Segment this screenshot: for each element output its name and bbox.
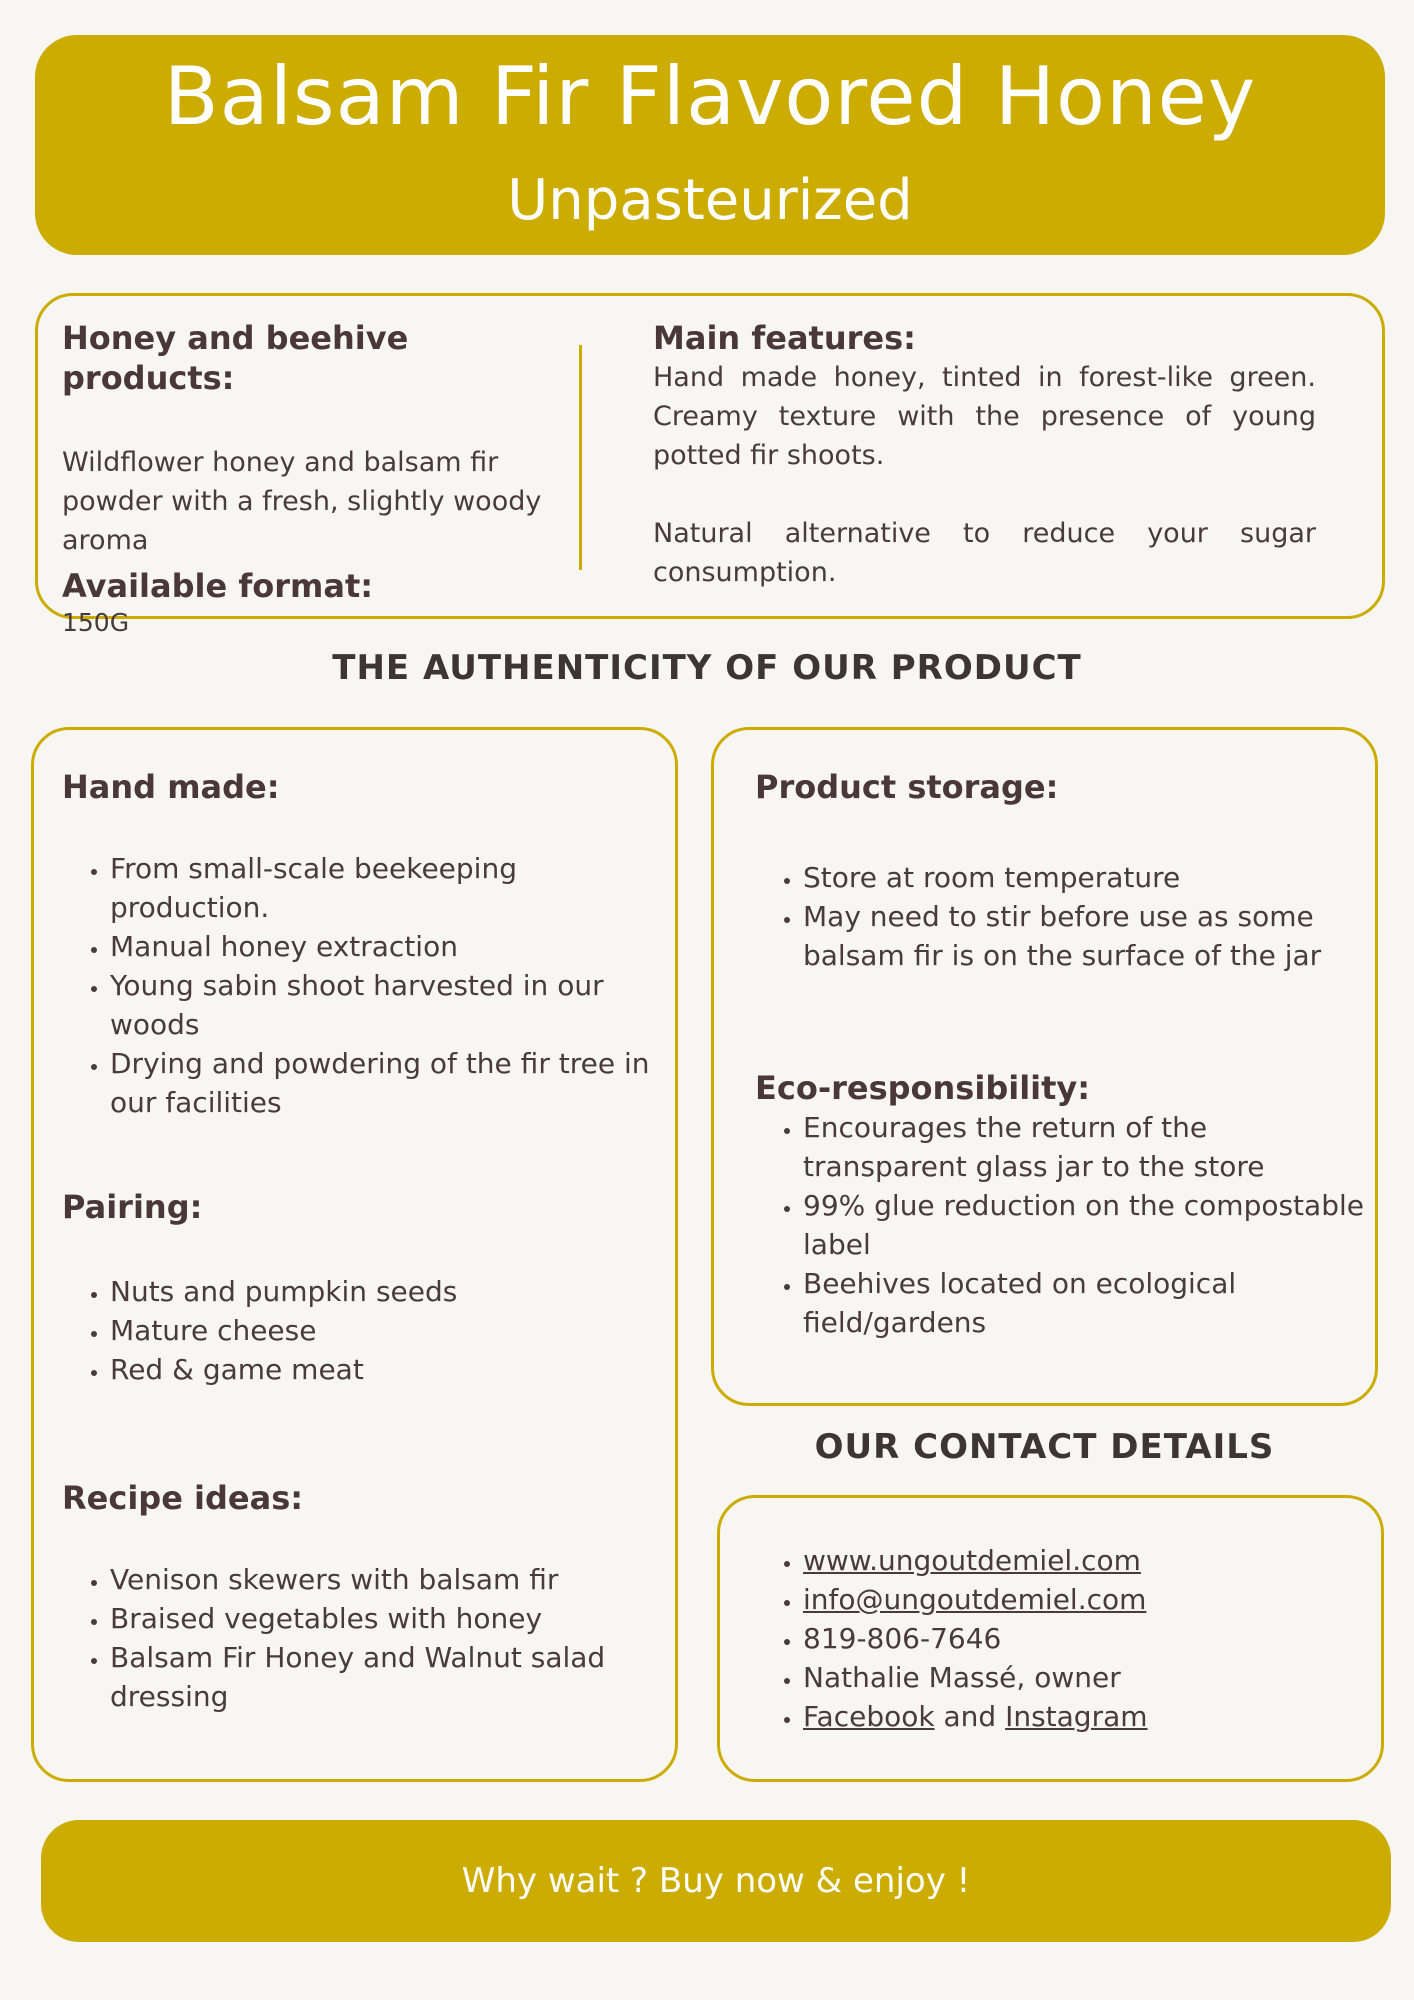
cta-text: Why wait ? Buy now & enjoy ! (461, 1861, 971, 1901)
products-text: Wildflower honey and balsam fir powder with a fresh, slightly woody aroma (62, 447, 542, 556)
hand-made-heading: Hand made: (62, 768, 280, 806)
features-column (653, 318, 1316, 592)
list-item (803, 1541, 1365, 1580)
list-item: • Drying and powdering of the fir tree in our facilities (110, 1044, 662, 1122)
recipe-section (62, 1478, 662, 1716)
recipe-list (62, 1560, 662, 1716)
eco-section (755, 1068, 1365, 1342)
instagram-link[interactable]: Instagram (1005, 1700, 1148, 1733)
pairing-heading: Pairing: (62, 1188, 203, 1226)
list-item: • Manual honey extraction (110, 927, 662, 966)
info-divider (579, 345, 582, 570)
authenticity-title: THE AUTHENTICITY OF OUR PRODUCT (332, 648, 1082, 688)
facebook-link[interactable]: Facebook (803, 1700, 935, 1733)
contact-section (755, 1541, 1365, 1736)
list-item: • Mature cheese (110, 1311, 662, 1350)
footer-banner (41, 1820, 1391, 1942)
contact-list (755, 1541, 1365, 1736)
storage-heading: Product storage: (755, 768, 1059, 806)
list-item: • Nuts and pumpkin seeds (110, 1272, 662, 1311)
list-item: • Encourages the return of the transparent glass jar to the store (803, 1108, 1365, 1186)
recipe-heading: Recipe ideas: (62, 1479, 304, 1517)
format-heading: Available format: (62, 567, 374, 605)
list-item: • Venison skewers with balsam fir (110, 1560, 662, 1599)
products-column (62, 318, 572, 638)
features-text-2: Natural alternative to reduce your sugar consumption. (653, 518, 1316, 588)
list-item: • Beehives located on ecological field/gardens (803, 1264, 1365, 1342)
features-heading: Main features: (653, 319, 916, 357)
eco-list (755, 1108, 1365, 1342)
hand-made-section (62, 767, 662, 1122)
product-title: Balsam Fir Flavored Honey (163, 50, 1257, 143)
storage-section (755, 767, 1365, 975)
list-item: • Balsam Fir Honey and Walnut salad dressing (110, 1638, 662, 1716)
list-item: • Store at room temperature (803, 858, 1365, 897)
list-item (803, 1580, 1365, 1619)
list-item: • 819-806-7646 (803, 1619, 1365, 1658)
and-text: and (943, 1700, 997, 1733)
features-text-1: Hand made honey, tinted in forest-like green. Creamy texture with the presence of young potted fir shoots. (653, 362, 1316, 471)
list-item: • Red & game meat (110, 1350, 662, 1389)
website-link[interactable]: www.ungoutdemiel.com (803, 1544, 1141, 1577)
list-item: • From small-scale beekeeping production. (110, 849, 662, 927)
product-subtitle: Unpasteurized (507, 168, 913, 233)
list-item: • Young sabin shoot harvested in our woods (110, 966, 662, 1044)
eco-heading: Eco-responsibility: (755, 1069, 1091, 1107)
list-item: • May need to stir before use as some balsam fir is on the surface of the jar (803, 897, 1365, 975)
list-item: • 99% glue reduction on the compostable label (803, 1186, 1365, 1264)
list-item (803, 1697, 1365, 1736)
format-value: 150G (62, 608, 130, 637)
products-heading: Honey and beehive products: (62, 319, 409, 397)
hand-made-list (62, 849, 662, 1122)
list-item: • Braised vegetables with honey (110, 1599, 662, 1638)
header-banner (35, 35, 1385, 255)
list-item: • Nathalie Massé, owner (803, 1658, 1365, 1697)
contact-title: OUR CONTACT DETAILS (814, 1427, 1275, 1467)
storage-list (755, 858, 1365, 975)
email-link[interactable]: info@ungoutdemiel.com (803, 1583, 1147, 1616)
pairing-list (62, 1272, 662, 1389)
pairing-section (62, 1187, 662, 1389)
